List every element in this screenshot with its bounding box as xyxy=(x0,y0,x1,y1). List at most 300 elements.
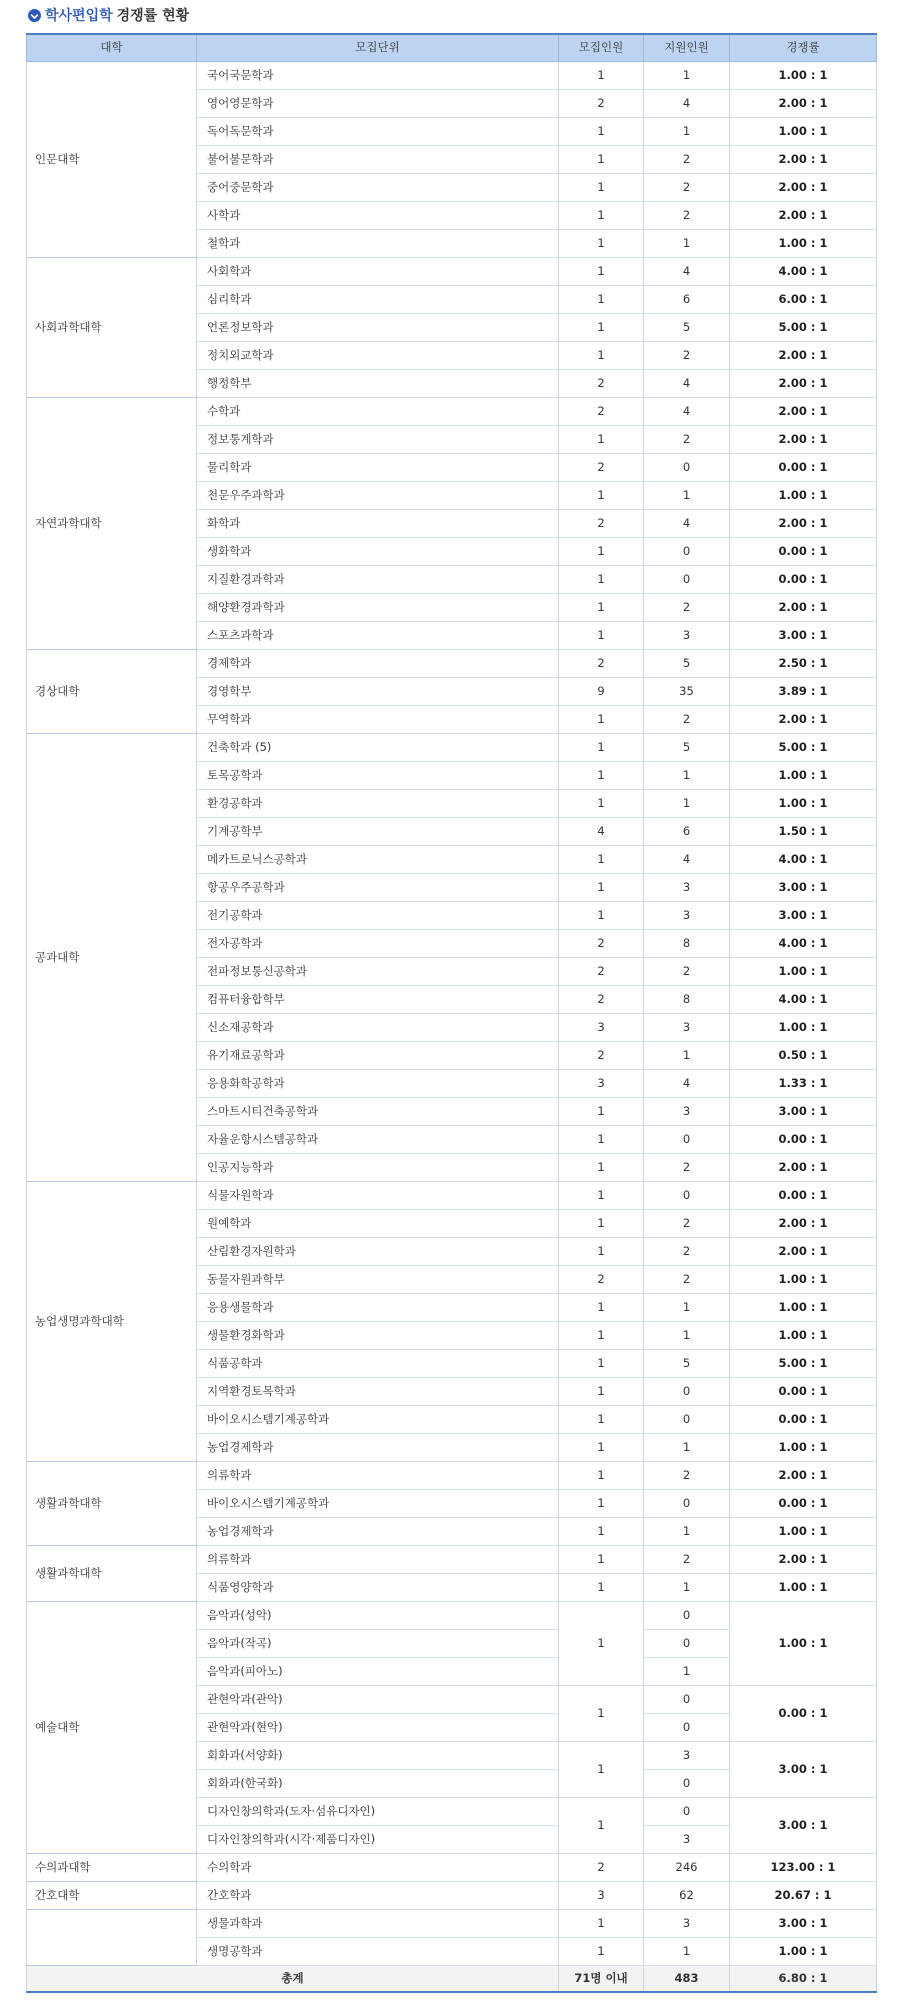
quota-value: 1 xyxy=(559,1210,644,1238)
rate-value: 2.00 : 1 xyxy=(730,706,877,734)
unit-name: 의류학과 xyxy=(197,1462,559,1490)
applicants-value: 4 xyxy=(644,846,730,874)
applicants-value: 6 xyxy=(644,818,730,846)
unit-name: 식품영양학과 xyxy=(197,1574,559,1602)
quota-value: 1 xyxy=(559,1238,644,1266)
unit-name: 관현악과(현악) xyxy=(197,1714,559,1742)
rate-value: 3.00 : 1 xyxy=(730,1742,877,1798)
quota-value: 1 xyxy=(559,846,644,874)
applicants-value: 4 xyxy=(644,370,730,398)
applicants-value: 0 xyxy=(644,1126,730,1154)
column-header-quota: 모집인원 xyxy=(559,34,644,62)
quota-value: 2 xyxy=(559,986,644,1014)
unit-name: 경제학과 xyxy=(197,650,559,678)
rate-value: 0.00 : 1 xyxy=(730,1490,877,1518)
quota-value: 1 xyxy=(559,1546,644,1574)
rate-value: 1.33 : 1 xyxy=(730,1070,877,1098)
applicants-value: 3 xyxy=(644,874,730,902)
rate-value: 2.50 : 1 xyxy=(730,650,877,678)
quota-value: 1 xyxy=(559,1294,644,1322)
applicants-value: 4 xyxy=(644,398,730,426)
applicants-value: 246 xyxy=(644,1854,730,1882)
applicants-value: 3 xyxy=(644,1742,730,1770)
rate-value: 3.00 : 1 xyxy=(730,622,877,650)
applicants-value: 0 xyxy=(644,566,730,594)
applicants-value: 3 xyxy=(644,902,730,930)
table-row xyxy=(27,1854,877,1882)
applicants-value: 3 xyxy=(644,622,730,650)
rate-value: 2.00 : 1 xyxy=(730,202,877,230)
college-name: 예술대학 xyxy=(27,1602,197,1854)
applicants-value: 0 xyxy=(644,1798,730,1826)
applicants-value: 1 xyxy=(644,762,730,790)
quota-value: 1 xyxy=(559,902,644,930)
rate-value: 1.00 : 1 xyxy=(730,790,877,818)
college-name: 수의과대학 xyxy=(27,1854,197,1882)
applicants-value: 1 xyxy=(644,482,730,510)
quota-value: 1 xyxy=(559,230,644,258)
rate-value: 1.00 : 1 xyxy=(730,1014,877,1042)
unit-name: 농업경제학과 xyxy=(197,1518,559,1546)
applicants-value: 0 xyxy=(644,1686,730,1714)
college-name: 사회과학대학 xyxy=(27,258,197,398)
rate-value: 2.00 : 1 xyxy=(730,1238,877,1266)
rate-value: 4.00 : 1 xyxy=(730,846,877,874)
total-rate: 6.80 : 1 xyxy=(730,1966,877,1993)
applicants-value: 2 xyxy=(644,1154,730,1182)
title-text: 경쟁률 현황 xyxy=(116,8,190,24)
rate-value: 0.50 : 1 xyxy=(730,1042,877,1070)
rate-value: 3.89 : 1 xyxy=(730,678,877,706)
quota-value: 1 xyxy=(559,258,644,286)
quota-value: 1 xyxy=(559,62,644,90)
applicants-value: 0 xyxy=(644,1182,730,1210)
quota-value: 9 xyxy=(559,678,644,706)
quota-value: 1 xyxy=(559,1154,644,1182)
table-row xyxy=(27,1182,877,1210)
applicants-value: 3 xyxy=(644,1910,730,1938)
rate-value: 123.00 : 1 xyxy=(730,1854,877,1882)
total-label: 총계 xyxy=(27,1966,559,1993)
unit-name: 환경공학과 xyxy=(197,790,559,818)
applicants-value: 1 xyxy=(644,1518,730,1546)
applicants-value: 5 xyxy=(644,1350,730,1378)
check-circle-icon xyxy=(28,9,41,22)
quota-value: 2 xyxy=(559,454,644,482)
unit-name: 국어국문학과 xyxy=(197,62,559,90)
applicants-value: 4 xyxy=(644,1070,730,1098)
unit-name: 전기공학과 xyxy=(197,902,559,930)
applicants-value: 0 xyxy=(644,538,730,566)
quota-value: 1 xyxy=(559,1378,644,1406)
applicants-value: 2 xyxy=(644,202,730,230)
unit-name: 정보통계학과 xyxy=(197,426,559,454)
college-name: 생활과학대학 xyxy=(27,1462,197,1546)
quota-value: 1 xyxy=(559,118,644,146)
applicants-value: 2 xyxy=(644,174,730,202)
rate-value: 2.00 : 1 xyxy=(730,1462,877,1490)
unit-name: 사회학과 xyxy=(197,258,559,286)
applicants-value: 2 xyxy=(644,706,730,734)
table-row xyxy=(27,398,877,426)
unit-name: 해양환경과학과 xyxy=(197,594,559,622)
quota-value: 1 xyxy=(559,706,644,734)
unit-name: 식물자원학과 xyxy=(197,1182,559,1210)
quota-value: 1 xyxy=(559,1350,644,1378)
rate-value: 0.00 : 1 xyxy=(730,454,877,482)
quota-value: 2 xyxy=(559,650,644,678)
unit-name: 무역학과 xyxy=(197,706,559,734)
rate-value: 1.00 : 1 xyxy=(730,482,877,510)
quota-value: 1 xyxy=(559,1098,644,1126)
quota-value: 1 xyxy=(559,566,644,594)
applicants-value: 0 xyxy=(644,454,730,482)
quota-value: 1 xyxy=(559,1742,644,1798)
quota-value: 1 xyxy=(559,1518,644,1546)
unit-name: 불어불문학과 xyxy=(197,146,559,174)
rate-value: 1.00 : 1 xyxy=(730,1266,877,1294)
unit-name: 신소재공학과 xyxy=(197,1014,559,1042)
applicants-value: 4 xyxy=(644,510,730,538)
rate-value: 2.00 : 1 xyxy=(730,342,877,370)
applicants-value: 1 xyxy=(644,1294,730,1322)
quota-value: 1 xyxy=(559,594,644,622)
quota-value: 3 xyxy=(559,1070,644,1098)
rate-value: 2.00 : 1 xyxy=(730,1210,877,1238)
college-name: 농업생명과학대학 xyxy=(27,1182,197,1462)
applicants-value: 0 xyxy=(644,1490,730,1518)
rate-value: 2.00 : 1 xyxy=(730,510,877,538)
quota-value: 2 xyxy=(559,1042,644,1070)
rate-value: 5.00 : 1 xyxy=(730,1350,877,1378)
applicants-value: 3 xyxy=(644,1014,730,1042)
quota-value: 1 xyxy=(559,314,644,342)
competition-table xyxy=(26,33,877,1993)
applicants-value: 8 xyxy=(644,930,730,958)
applicants-value: 8 xyxy=(644,986,730,1014)
title-accent: 학사편입학 xyxy=(45,8,113,24)
unit-name: 음악과(피아노) xyxy=(197,1658,559,1686)
rate-value: 1.00 : 1 xyxy=(730,1518,877,1546)
quota-value: 1 xyxy=(559,342,644,370)
college-name: 공과대학 xyxy=(27,734,197,1182)
unit-name: 물리학과 xyxy=(197,454,559,482)
quota-value: 2 xyxy=(559,510,644,538)
rate-value: 0.00 : 1 xyxy=(730,1406,877,1434)
unit-name: 철학과 xyxy=(197,230,559,258)
rate-value: 1.00 : 1 xyxy=(730,1322,877,1350)
rate-value: 2.00 : 1 xyxy=(730,426,877,454)
unit-name: 자율운항시스템공학과 xyxy=(197,1126,559,1154)
applicants-value: 0 xyxy=(644,1630,730,1658)
unit-name: 생물환경화학과 xyxy=(197,1322,559,1350)
applicants-value: 5 xyxy=(644,734,730,762)
rate-value: 2.00 : 1 xyxy=(730,90,877,118)
rate-value: 1.00 : 1 xyxy=(730,1294,877,1322)
unit-name: 컴퓨터융합학부 xyxy=(197,986,559,1014)
rate-value: 2.00 : 1 xyxy=(730,594,877,622)
unit-name: 메카트로닉스공학과 xyxy=(197,846,559,874)
applicants-value: 5 xyxy=(644,650,730,678)
unit-name: 바이오시스템기계공학과 xyxy=(197,1406,559,1434)
rate-value: 0.00 : 1 xyxy=(730,1378,877,1406)
applicants-value: 1 xyxy=(644,1434,730,1462)
total-quota: 71명 이내 xyxy=(559,1966,644,1993)
applicants-value: 1 xyxy=(644,62,730,90)
rate-value: 3.00 : 1 xyxy=(730,1910,877,1938)
quota-value: 1 xyxy=(559,1182,644,1210)
rate-value: 1.00 : 1 xyxy=(730,762,877,790)
quota-value: 1 xyxy=(559,1490,644,1518)
college-name: 경상대학 xyxy=(27,650,197,734)
rate-value: 2.00 : 1 xyxy=(730,1154,877,1182)
unit-name: 수의학과 xyxy=(197,1854,559,1882)
quota-value: 1 xyxy=(559,1434,644,1462)
applicants-value: 2 xyxy=(644,1546,730,1574)
unit-name: 디자인창의학과(시각·제품디자인) xyxy=(197,1826,559,1854)
quota-value: 2 xyxy=(559,398,644,426)
unit-name: 건축학과 (5) xyxy=(197,734,559,762)
applicants-value: 2 xyxy=(644,594,730,622)
rate-value: 5.00 : 1 xyxy=(730,314,877,342)
rate-value: 1.50 : 1 xyxy=(730,818,877,846)
rate-value: 4.00 : 1 xyxy=(730,930,877,958)
quota-value: 2 xyxy=(559,958,644,986)
table-row xyxy=(27,1882,877,1910)
unit-name: 지역환경토목학과 xyxy=(197,1378,559,1406)
applicants-value: 2 xyxy=(644,1210,730,1238)
unit-name: 지질환경과학과 xyxy=(197,566,559,594)
applicants-value: 4 xyxy=(644,258,730,286)
unit-name: 관현악과(관악) xyxy=(197,1686,559,1714)
unit-name: 독어독문학과 xyxy=(197,118,559,146)
quota-value: 1 xyxy=(559,790,644,818)
quota-value: 1 xyxy=(559,482,644,510)
rate-value: 4.00 : 1 xyxy=(730,258,877,286)
applicants-value: 2 xyxy=(644,958,730,986)
quota-value: 2 xyxy=(559,1854,644,1882)
rate-value: 3.00 : 1 xyxy=(730,1798,877,1854)
column-header-unit: 모집단위 xyxy=(197,34,559,62)
rate-value: 20.67 : 1 xyxy=(730,1882,877,1910)
quota-value: 1 xyxy=(559,1574,644,1602)
rate-value: 4.00 : 1 xyxy=(730,986,877,1014)
unit-name: 천문우주과학과 xyxy=(197,482,559,510)
rate-value: 3.00 : 1 xyxy=(730,874,877,902)
unit-name: 응용화학공학과 xyxy=(197,1070,559,1098)
column-header-college: 대학 xyxy=(27,34,197,62)
rate-value: 1.00 : 1 xyxy=(730,230,877,258)
college-name: 인문대학 xyxy=(27,62,197,258)
college-name: 간호대학 xyxy=(27,1882,197,1910)
unit-name: 인공지능학과 xyxy=(197,1154,559,1182)
college-name xyxy=(27,1910,197,1966)
applicants-value: 2 xyxy=(644,1266,730,1294)
quota-value: 2 xyxy=(559,90,644,118)
unit-name: 행정학부 xyxy=(197,370,559,398)
unit-name: 전자공학과 xyxy=(197,930,559,958)
quota-value: 2 xyxy=(559,1266,644,1294)
table-row xyxy=(27,1462,877,1490)
applicants-value: 35 xyxy=(644,678,730,706)
unit-name: 스마트시티건축공학과 xyxy=(197,1098,559,1126)
unit-name: 디자인창의학과(도자·섬유디자인) xyxy=(197,1798,559,1826)
total-row xyxy=(27,1966,877,1993)
unit-name: 동물자원과학부 xyxy=(197,1266,559,1294)
quota-value: 1 xyxy=(559,1798,644,1854)
rate-value: 2.00 : 1 xyxy=(730,1546,877,1574)
quota-value: 1 xyxy=(559,286,644,314)
college-name: 생활과학대학 xyxy=(27,1546,197,1602)
rate-value: 2.00 : 1 xyxy=(730,146,877,174)
unit-name: 항공우주공학과 xyxy=(197,874,559,902)
applicants-value: 1 xyxy=(644,790,730,818)
rate-value: 3.00 : 1 xyxy=(730,1098,877,1126)
applicants-value: 1 xyxy=(644,118,730,146)
table-row xyxy=(27,650,877,678)
table-row xyxy=(27,258,877,286)
unit-name: 식품공학과 xyxy=(197,1350,559,1378)
quota-value: 1 xyxy=(559,1322,644,1350)
unit-name: 수학과 xyxy=(197,398,559,426)
applicants-value: 1 xyxy=(644,230,730,258)
competition-table-wrapper xyxy=(26,33,876,1993)
unit-name: 전파정보통신공학과 xyxy=(197,958,559,986)
quota-value: 1 xyxy=(559,538,644,566)
unit-name: 회화과(한국화) xyxy=(197,1770,559,1798)
unit-name: 언론정보학과 xyxy=(197,314,559,342)
applicants-value: 3 xyxy=(644,1098,730,1126)
unit-name: 바이오시스템기계공학과 xyxy=(197,1490,559,1518)
rate-value: 2.00 : 1 xyxy=(730,398,877,426)
unit-name: 스포츠과학과 xyxy=(197,622,559,650)
unit-name: 음악과(성악) xyxy=(197,1602,559,1630)
applicants-value: 2 xyxy=(644,146,730,174)
unit-name: 경영학부 xyxy=(197,678,559,706)
quota-value: 3 xyxy=(559,1014,644,1042)
applicants-value: 1 xyxy=(644,1938,730,1966)
unit-name: 원예학과 xyxy=(197,1210,559,1238)
rate-value: 5.00 : 1 xyxy=(730,734,877,762)
quota-value: 1 xyxy=(559,1126,644,1154)
applicants-value: 0 xyxy=(644,1406,730,1434)
applicants-value: 3 xyxy=(644,1826,730,1854)
unit-name: 정치외교학과 xyxy=(197,342,559,370)
quota-value: 1 xyxy=(559,146,644,174)
applicants-value: 1 xyxy=(644,1042,730,1070)
quota-value: 1 xyxy=(559,734,644,762)
rate-value: 0.00 : 1 xyxy=(730,1686,877,1742)
unit-name: 유기재료공학과 xyxy=(197,1042,559,1070)
quota-value: 3 xyxy=(559,1882,644,1910)
college-name: 자연과학대학 xyxy=(27,398,197,650)
rate-value: 1.00 : 1 xyxy=(730,62,877,90)
applicants-value: 1 xyxy=(644,1574,730,1602)
table-body xyxy=(27,62,877,1993)
unit-name: 토목공학과 xyxy=(197,762,559,790)
column-header-applicants: 지원인원 xyxy=(644,34,730,62)
table-header-row xyxy=(27,34,877,62)
unit-name: 생화학과 xyxy=(197,538,559,566)
rate-value: 2.00 : 1 xyxy=(730,174,877,202)
quota-value: 1 xyxy=(559,762,644,790)
unit-name: 생명공학과 xyxy=(197,1938,559,1966)
rate-value: 1.00 : 1 xyxy=(730,1602,877,1686)
quota-value: 1 xyxy=(559,426,644,454)
quota-value: 1 xyxy=(559,1406,644,1434)
table-row xyxy=(27,1546,877,1574)
applicants-value: 62 xyxy=(644,1882,730,1910)
quota-value: 2 xyxy=(559,930,644,958)
unit-name: 산림환경자원학과 xyxy=(197,1238,559,1266)
rate-value: 1.00 : 1 xyxy=(730,1938,877,1966)
unit-name: 심리학과 xyxy=(197,286,559,314)
applicants-value: 2 xyxy=(644,1238,730,1266)
quota-value: 1 xyxy=(559,874,644,902)
quota-value: 1 xyxy=(559,1602,644,1686)
rate-value: 6.00 : 1 xyxy=(730,286,877,314)
applicants-value: 5 xyxy=(644,314,730,342)
table-row xyxy=(27,1910,877,1938)
unit-name: 기계공학부 xyxy=(197,818,559,846)
applicants-value: 6 xyxy=(644,286,730,314)
unit-name: 농업경제학과 xyxy=(197,1434,559,1462)
unit-name: 간호학과 xyxy=(197,1882,559,1910)
quota-value: 1 xyxy=(559,1910,644,1938)
table-row xyxy=(27,62,877,90)
rate-value: 0.00 : 1 xyxy=(730,1126,877,1154)
quota-value: 1 xyxy=(559,174,644,202)
table-row xyxy=(27,734,877,762)
rate-value: 2.00 : 1 xyxy=(730,370,877,398)
unit-name: 사학과 xyxy=(197,202,559,230)
quota-value: 4 xyxy=(559,818,644,846)
quota-value: 1 xyxy=(559,622,644,650)
rate-value: 1.00 : 1 xyxy=(730,118,877,146)
total-applicants: 483 xyxy=(644,1966,730,1993)
unit-name: 회화과(서양화) xyxy=(197,1742,559,1770)
unit-name: 영어영문학과 xyxy=(197,90,559,118)
applicants-value: 0 xyxy=(644,1714,730,1742)
applicants-value: 1 xyxy=(644,1322,730,1350)
rate-value: 1.00 : 1 xyxy=(730,1574,877,1602)
rate-value: 3.00 : 1 xyxy=(730,902,877,930)
quota-value: 1 xyxy=(559,1686,644,1742)
unit-name: 생물과학과 xyxy=(197,1910,559,1938)
page-title xyxy=(28,3,189,27)
quota-value: 2 xyxy=(559,370,644,398)
unit-name: 의류학과 xyxy=(197,1546,559,1574)
applicants-value: 2 xyxy=(644,1462,730,1490)
column-header-rate: 경쟁률 xyxy=(730,34,877,62)
applicants-value: 2 xyxy=(644,342,730,370)
unit-name: 화학과 xyxy=(197,510,559,538)
rate-value: 0.00 : 1 xyxy=(730,1182,877,1210)
table-row xyxy=(27,1602,877,1630)
unit-name: 중어중문학과 xyxy=(197,174,559,202)
quota-value: 1 xyxy=(559,1462,644,1490)
rate-value: 0.00 : 1 xyxy=(730,538,877,566)
applicants-value: 1 xyxy=(644,1658,730,1686)
quota-value: 1 xyxy=(559,1938,644,1966)
unit-name: 음악과(작곡) xyxy=(197,1630,559,1658)
applicants-value: 4 xyxy=(644,90,730,118)
rate-value: 0.00 : 1 xyxy=(730,566,877,594)
rate-value: 1.00 : 1 xyxy=(730,958,877,986)
applicants-value: 0 xyxy=(644,1770,730,1798)
applicants-value: 2 xyxy=(644,426,730,454)
rate-value: 1.00 : 1 xyxy=(730,1434,877,1462)
